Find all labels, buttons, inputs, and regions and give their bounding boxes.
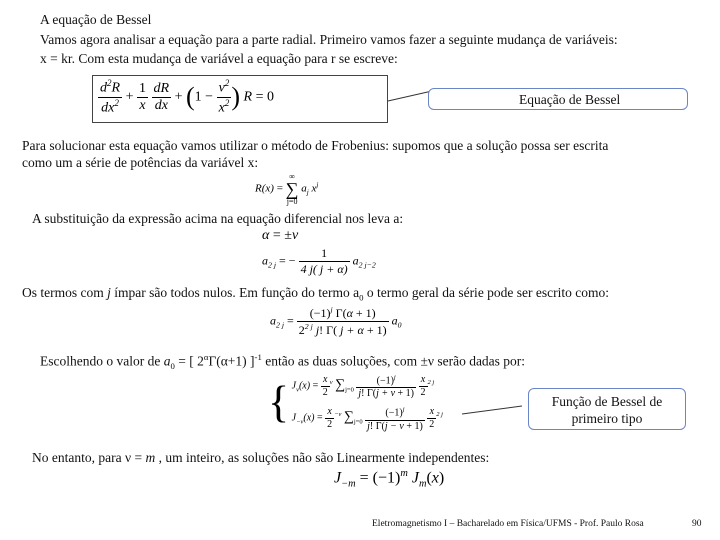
- frobenius-line-1: Para solucionar esta equação vamos utilizar o método de Frobenius: supomos que a solução possa ser escrita: [22, 138, 609, 153]
- callout-first-kind-line-1: Função de Bessel de: [551, 394, 663, 409]
- intro-line-1: Vamos agora analisar a equação para a parte radial. Primeiro vamos fazer a seguinte mudança de variáveis:: [40, 32, 618, 47]
- callout-first-kind-line-2: primeiro tipo: [571, 411, 643, 426]
- series-expansion: R(x) = ∞ ∑ j=0 $a_j$ $x^j$: [255, 172, 319, 206]
- alpha-equation: α = ±ν: [262, 228, 299, 243]
- recurrence-relation: $a_{2 j}$ = − $\frac{1}{4 j( j + \alpha)}$ $a_{2 j-2}$: [262, 246, 376, 276]
- general-term: $a_{2 j}$ = $\frac{(-1)^j \Gamma(\alpha + 1)}{2^{2 j} j! \Gamma( j + \alpha + 1)}$ $a_0$: [270, 305, 402, 337]
- page-title: A equação de Bessel: [40, 12, 152, 27]
- not-independent-text: No entanto, para ν = m , um inteiro, as soluções não são Linearmente independentes:: [32, 450, 490, 465]
- callout-bessel-equation: Equação de Bessel: [428, 88, 688, 110]
- choice-text: Escolhendo o valor de $a_0$ = [ $2^\alpha\Gamma(\alpha+1)$ ]$^{-1}$ então as duas soluções, com ±ν serão dadas por:: [40, 352, 526, 372]
- substitution-text: A substituição da expressão acima na equação diferencial nos leva a:: [32, 211, 404, 226]
- bessel-equation: $\frac{d^2R}{dx^2}$ + $\frac{1}{x}$ $\frac{dR}{dx}$ + (1 − $\frac{\nu^2}{x^2}$ ) R = 0: [100, 78, 274, 116]
- callout-first-kind: [528, 388, 686, 430]
- intro-line-2: x = kr. Com esta mudança de variável a equação para r se escreve:: [40, 51, 398, 66]
- bessel-solutions: { $J_\nu(x)$ = $\frac{x}{2}$ $^\nu$ $\sum_{j=0}$ $\frac{(-1)^j}{j! \Gamma(j + \nu + 1)}$ $\frac{x}{2}$ $^{2 j}$ $J_{-\nu}(x)$ = $\frac{x}{2}$ $^{-\nu}$ $\sum_{j=0}$ $\frac{(-1)^j}{j! \Gamma(j - \nu + 1)}$ $\frac{x}{2}$ $^{2 j}$: [268, 373, 443, 432]
- negative-order-relation: $J_{-m} = (-1)^m$ $J_m(x)$: [334, 468, 445, 490]
- page-number: 90: [692, 519, 702, 529]
- odd-terms-text: Os termos com j ímpar são todos nulos. Em função do termo $a_0$ o termo geral da série pode ser escrito como:: [22, 285, 610, 303]
- frobenius-line-2: como um a série de potências da variável x:: [22, 155, 259, 170]
- footer-credit: Eletromagnetismo I – Bacharelado em Física/UFMS - Prof. Paulo Rosa: [372, 519, 644, 529]
